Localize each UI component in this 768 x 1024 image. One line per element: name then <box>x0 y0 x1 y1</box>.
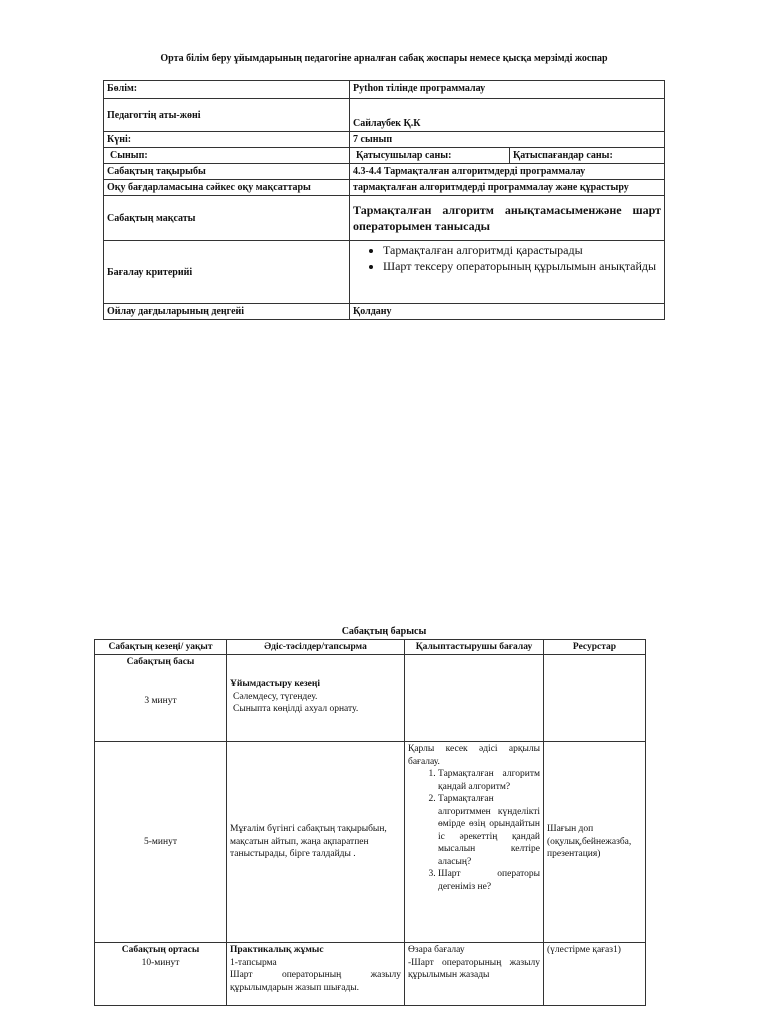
section-title: Сабақтың барысы <box>341 626 427 637</box>
section-value: Python тілінде программалау <box>350 81 665 99</box>
list-item: • Тармақталған алгоритмді қарастырады <box>383 242 661 258</box>
criteria-label: Бағалау критерийі <box>104 241 350 304</box>
lesson-progress-table <box>94 639 646 1006</box>
stage-label: Сабақтың ортасы <box>121 945 200 955</box>
goals-label: Оқу бағдарламасына сәйкес оқу мақсаттары <box>104 180 350 196</box>
column-header: Қалыптастырушы бағалау <box>405 640 544 655</box>
header-row <box>95 640 646 655</box>
topic-value: 4.3-4.4 Тармақталған алгоритмдерді программалау <box>350 164 665 180</box>
assessment-cell <box>405 742 544 943</box>
table-row <box>95 655 646 742</box>
resources-cell <box>544 655 646 742</box>
aim-value: Тармақталған алгоритм анықтамасыменжәне шарт операторымен танысады <box>350 196 665 241</box>
table-row <box>104 304 665 320</box>
table-row <box>104 132 665 148</box>
list-item: 1. Тармақталған алгоритм қандай алгоритм? <box>438 768 540 793</box>
criteria-cell <box>350 241 665 304</box>
thinking-value: Қолдану <box>350 304 665 320</box>
assessment-title: Өзара бағалау <box>408 945 465 955</box>
stage-time: 3 минут <box>144 695 177 706</box>
section-label: Бөлім: <box>104 81 350 99</box>
stage-time: 10-минут <box>141 957 180 968</box>
method-cell <box>227 655 405 742</box>
column-header: Әдіс-тәсілдер/тапсырма <box>227 640 405 655</box>
table-row <box>104 164 665 180</box>
list-item: 2. Тармақталған алгоритммен күнделікті өмірде өзің орындайтын іс әрекеттің қандай мысалын келтіре аласың? <box>438 793 540 868</box>
assessment-cell <box>405 943 544 1006</box>
page-title: Орта білім беру ұйымдарының педагогіне арналған сабақ жоспары немесе қысқа мерзімді жоспар <box>160 53 608 64</box>
resources-cell: (үлестірме қағаз1) <box>544 943 646 1006</box>
question-list <box>408 768 540 893</box>
lesson-info-table <box>103 80 665 320</box>
table-row <box>95 742 646 943</box>
table-row <box>104 196 665 241</box>
stage-cell <box>95 655 227 742</box>
aim-label: Сабақтың мақсаты <box>104 196 350 241</box>
stage-time: 5-минут <box>95 742 227 943</box>
teacher-value: Сайлаубек Қ.К <box>350 99 665 132</box>
table-row <box>95 943 646 1006</box>
absent-label: Қатыспағандар саны: <box>510 148 665 164</box>
stage-cell <box>95 943 227 1006</box>
date-value: 7 сынып <box>350 132 665 148</box>
date-label: Күні: <box>104 132 350 148</box>
column-header: Ресурстар <box>544 640 646 655</box>
list-item: • Шарт тексеру операторының құрылымын анықтайды <box>383 258 661 274</box>
present-label: Қатысушылар саны: <box>350 148 510 164</box>
criteria-list <box>353 242 661 274</box>
teacher-label: Педагогтің аты-жөні <box>104 99 350 132</box>
topic-label: Сабақтың тақырыбы <box>104 164 350 180</box>
method-title: Практикалық жұмыс <box>230 945 324 955</box>
table-row <box>104 241 665 304</box>
method-title: Ұйымдастыру кезеңі <box>230 679 320 689</box>
table-row <box>104 180 665 196</box>
resources-cell: Шағын доп (оқулық,бейнежазба, презентация) <box>544 742 646 943</box>
goals-value: тармақталған алгоритмдерді программалау және құрастыру <box>350 180 665 196</box>
table-row <box>104 99 665 132</box>
list-item: 3. Шарт операторы дегеніміз не? <box>438 868 540 893</box>
method-cell <box>227 943 405 1006</box>
assessment-intro: Қарлы кесек әдісі арқылы бағалау. <box>408 744 540 767</box>
table-row <box>104 148 665 164</box>
assessment-cell <box>405 655 544 742</box>
method-line: Сәлемдесу, түгендеу. <box>233 691 318 702</box>
thinking-label: Ойлау дағдыларының деңгейі <box>104 304 350 320</box>
stage-label: Сабақтың басы <box>126 657 195 667</box>
class-label: Сынып: <box>104 148 350 164</box>
column-header: Сабақтың кезеңі/ уақыт <box>95 640 227 655</box>
method-line: 1-тапсырма <box>230 957 277 968</box>
method-line: Шарт операторының жазылу құрылымдарын жазып шығады. <box>230 970 401 993</box>
assessment-line: -Шарт операторының жазылу құрылымын жазады <box>408 957 540 980</box>
method-cell: Мұғалім бүгінгі сабақтың тақырыбын, мақсатын айтып, жаңа ақпаратпен таныстырады, бірге талдайды . <box>227 742 405 943</box>
table-row <box>104 81 665 99</box>
method-line: Сыныпта көңілді ахуал орнату. <box>233 704 359 714</box>
